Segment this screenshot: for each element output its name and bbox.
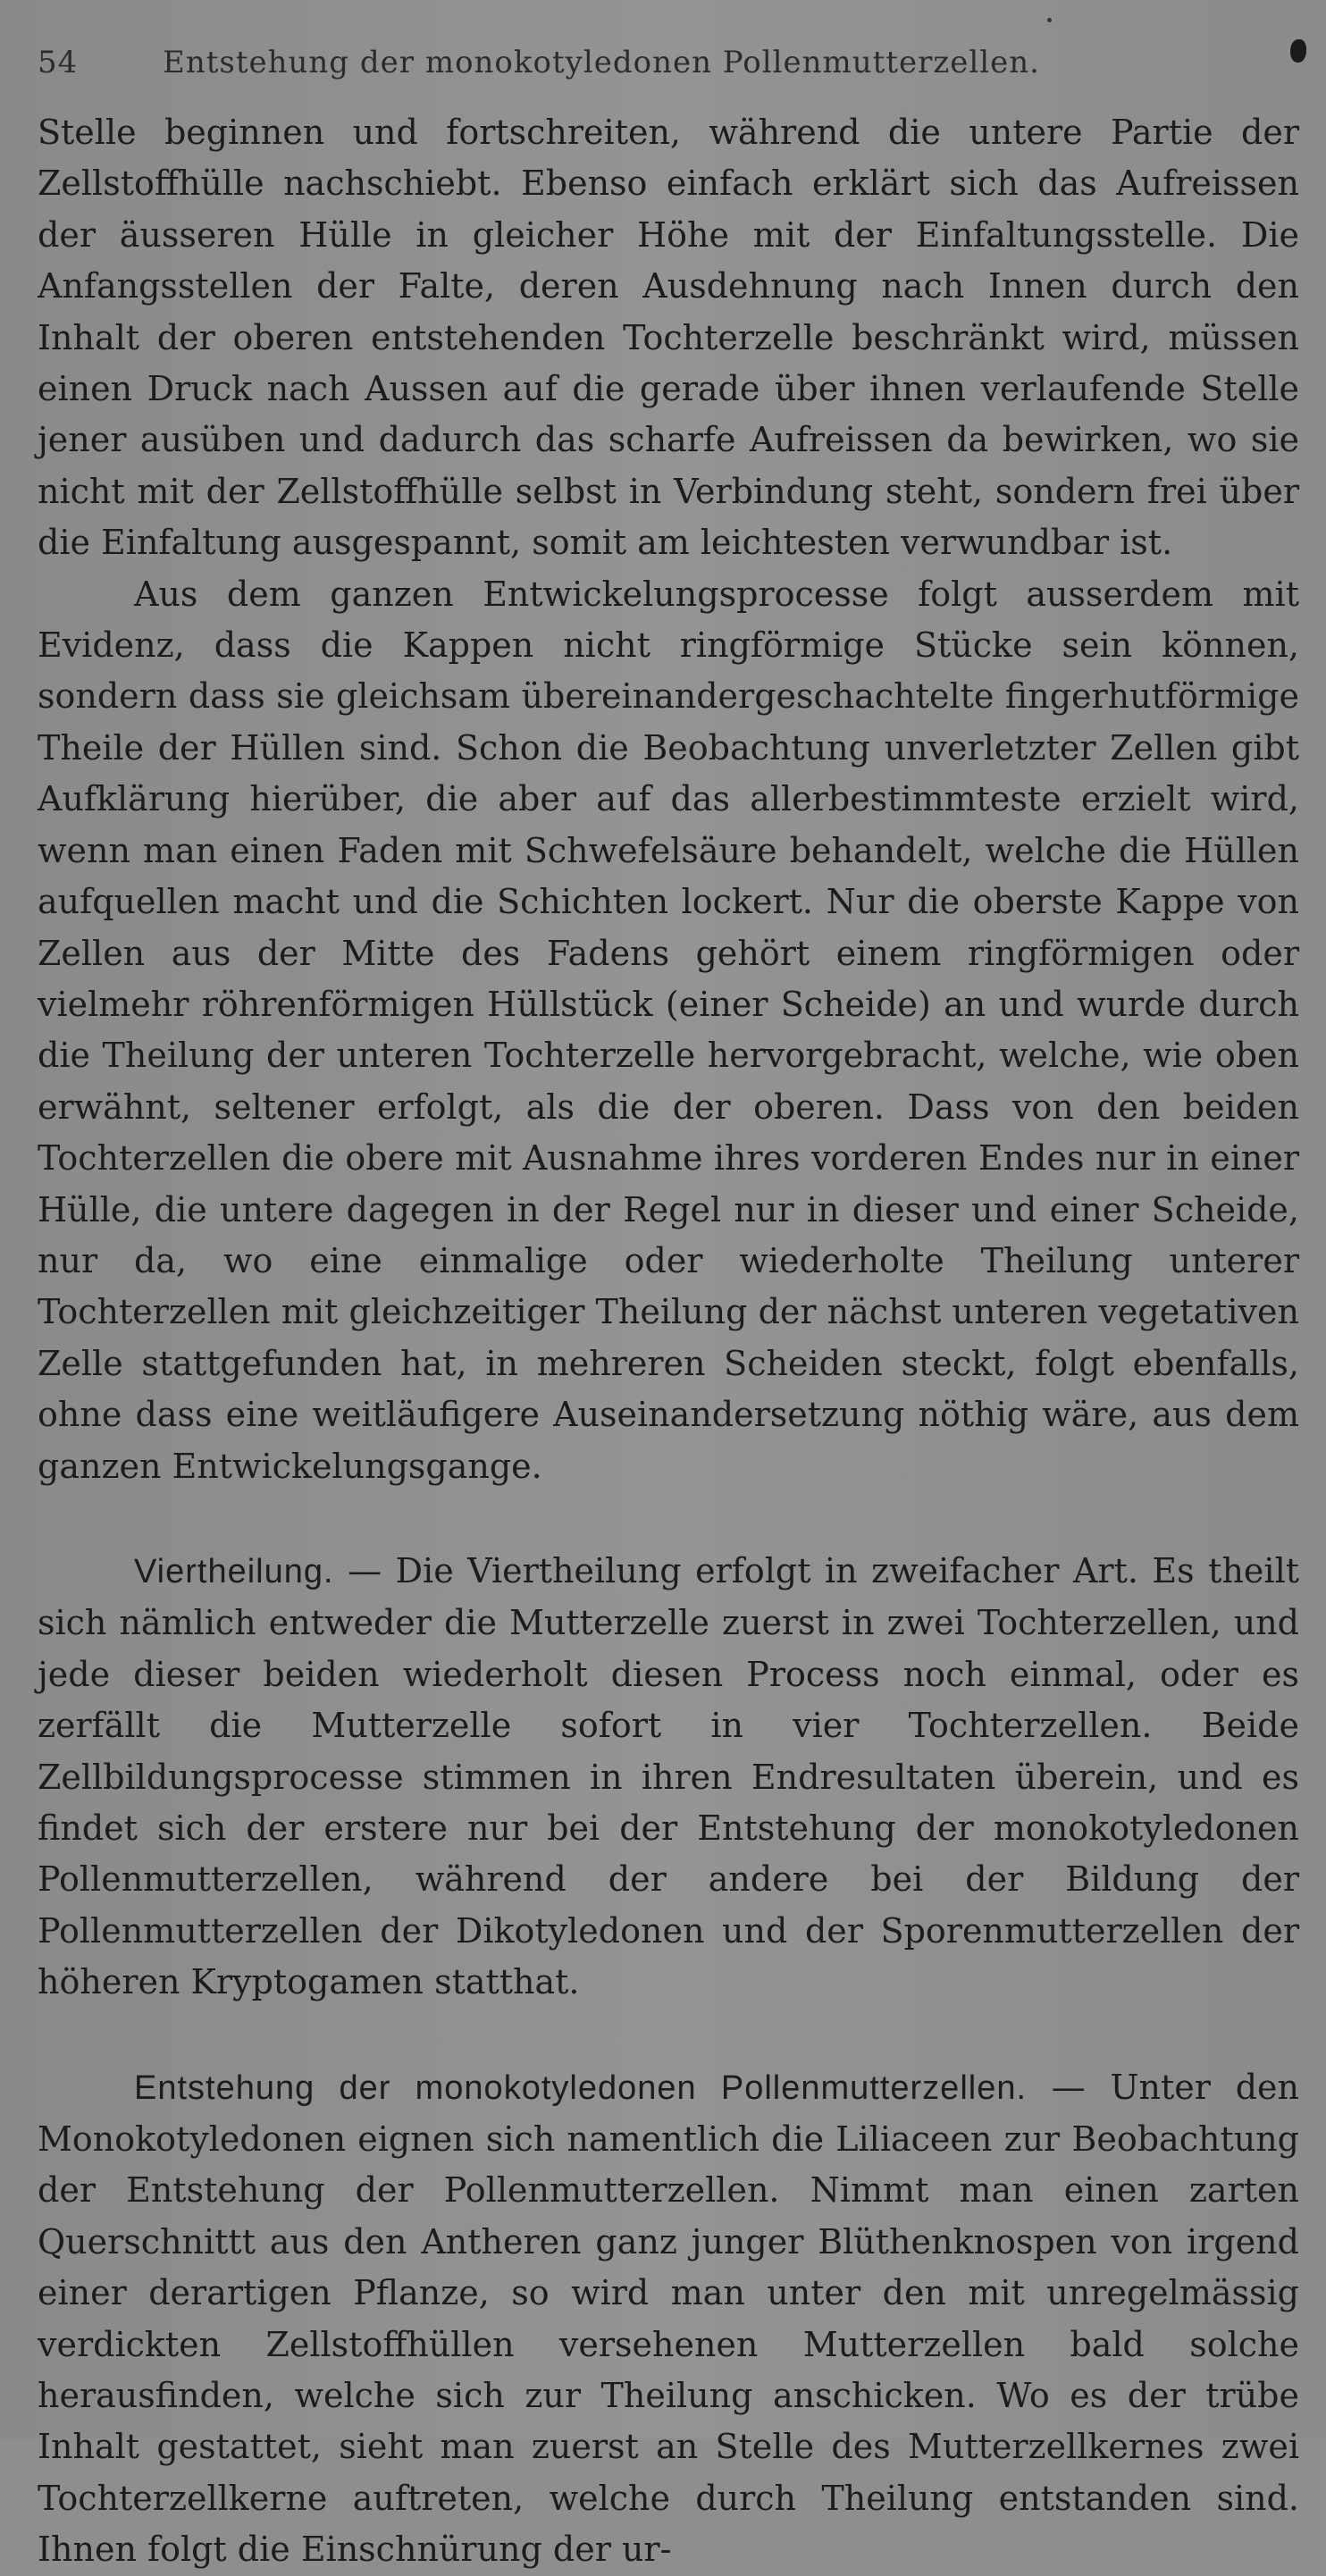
running-header: [38, 45, 1290, 80]
page-body: [38, 107, 1299, 2576]
section-heading-entstehung: Entstehung der monokotyledonen Pollenmutterzellen.: [134, 2068, 1028, 2107]
print-speck: [1047, 18, 1052, 22]
paragraph-2: Aus dem ganzen Entwickelungsprocesse folgt ausserdem mit Evidenz, dass die Kappen nicht ringförmige Stücke sein können, sondern dass sie gleichsam übereinandergeschachtelte fingerhutförmige Theile der Hüllen sind. Schon die Beobachtung unverletzter Zellen gibt Aufklärung hierüber, die aber auf das allerbestimmteste erzielt wird, wenn man einen Faden mit Schwefelsäure behandelt, welche die Hüllen aufquellen macht und die Schichten lockert. Nur die oberste Kappe von Zellen aus der Mitte des Fadens gehört einem ringförmigen oder vielmehr röhrenförmigen Hüllstück (einer Scheide) an und wurde durch die Theilung der unteren Tochterzelle hervorgebracht, welche, wie oben erwähnt, seltener erfolgt, als die der oberen. Dass von den beiden Tochterzellen die obere mit Ausnahme ihres vorderen Endes nur in einer Hülle, die untere dagegen in der Regel nur in dieser und einer Scheide, nur da, wo eine einmalige oder wiederholte Theilung unterer Tochterzellen mit gleichzeitiger Theilung der nächst unteren vegetativen Zelle stattgefunden hat, in mehreren Scheiden steckt, folgt ebenfalls, ohne dass eine weitläufigere Auseinandersetzung nöthig wäre, aus dem ganzen Entwickelungsgange.: [38, 574, 1299, 1486]
paragraph-viertheilung-text: — Die Viertheilung erfolgt in zweifacher Art. Es theilt sich nämlich entweder die Mutterzelle zuerst in zwei Tochterzellen, und jede dieser beiden wiederholt diesen Process noch einmal, oder es zerfällt die Mutterzelle sofort in vier Tochterzellen. Beide Zellbildungsprocesse stimmen in ihren Endresultaten überein, und es findet sich der erstere nur bei der Entstehung der monokotyledonen Pollenmutterzellen, während der andere bei der Bildung der Pollenmutterzellen der Dikotyledonen und der Sporenmutterzellen der höheren Kryptogamen statthat.: [38, 1550, 1299, 2002]
paragraph-viertheilung: [38, 1546, 1299, 2009]
paragraph-entstehung: [38, 2062, 1299, 2576]
paragraph-entstehung-text: — Unter den Monokotyledonen eignen sich namentlich die Liliaceen zur Beobachtung der Entstehung der Pollenmutterzellen. Nimmt man einen zarten Querschnittt aus den Antheren ganz junger Blüthenknospen von irgend einer derartigen Pflanze, so wird man unter den mit unregelmässig verdickten Zellstoffhüllen versehenen Mutterzellen bald solche herausfinden, welche sich zur Theilung anschicken. Wo es der trübe Inhalt gestattet, sieht man zuerst an Stelle des Mutterzellkernes zwei Tochterzellkerne auftreten, welche durch Theilung entstanden sind. Ihnen folgt die Einschnürung der ur-: [38, 2067, 1299, 2570]
paragraph-1: Stelle beginnen und fortschreiten, während die untere Partie der Zellstoffhülle nachschiebt. Ebenso einfach erklärt sich das Aufreissen der äusseren Hülle in gleicher Höhe mit der Einfaltungsstelle. Die Anfangsstellen der Falte, deren Ausdehnung nach Innen durch den Inhalt der oberen entstehenden Tochterzelle beschränkt wird, müssen einen Druck nach Aussen auf die gerade über ihnen verlaufende Stelle jener ausüben und dadurch das scharfe Aufreissen da bewirken, wo sie nicht mit der Zellstoffhülle selbst in Verbindung steht, sondern frei über die Einfaltung ausgespannt, somit am leichtesten verwundbar ist.: [38, 113, 1299, 563]
ink-blot: [1290, 39, 1306, 63]
running-title: Entstehung der monokotyledonen Pollenmutterzellen.: [163, 45, 1040, 80]
section-heading-viertheilung: Viertheilung.: [134, 1552, 334, 1590]
page-number: 54: [38, 45, 79, 80]
